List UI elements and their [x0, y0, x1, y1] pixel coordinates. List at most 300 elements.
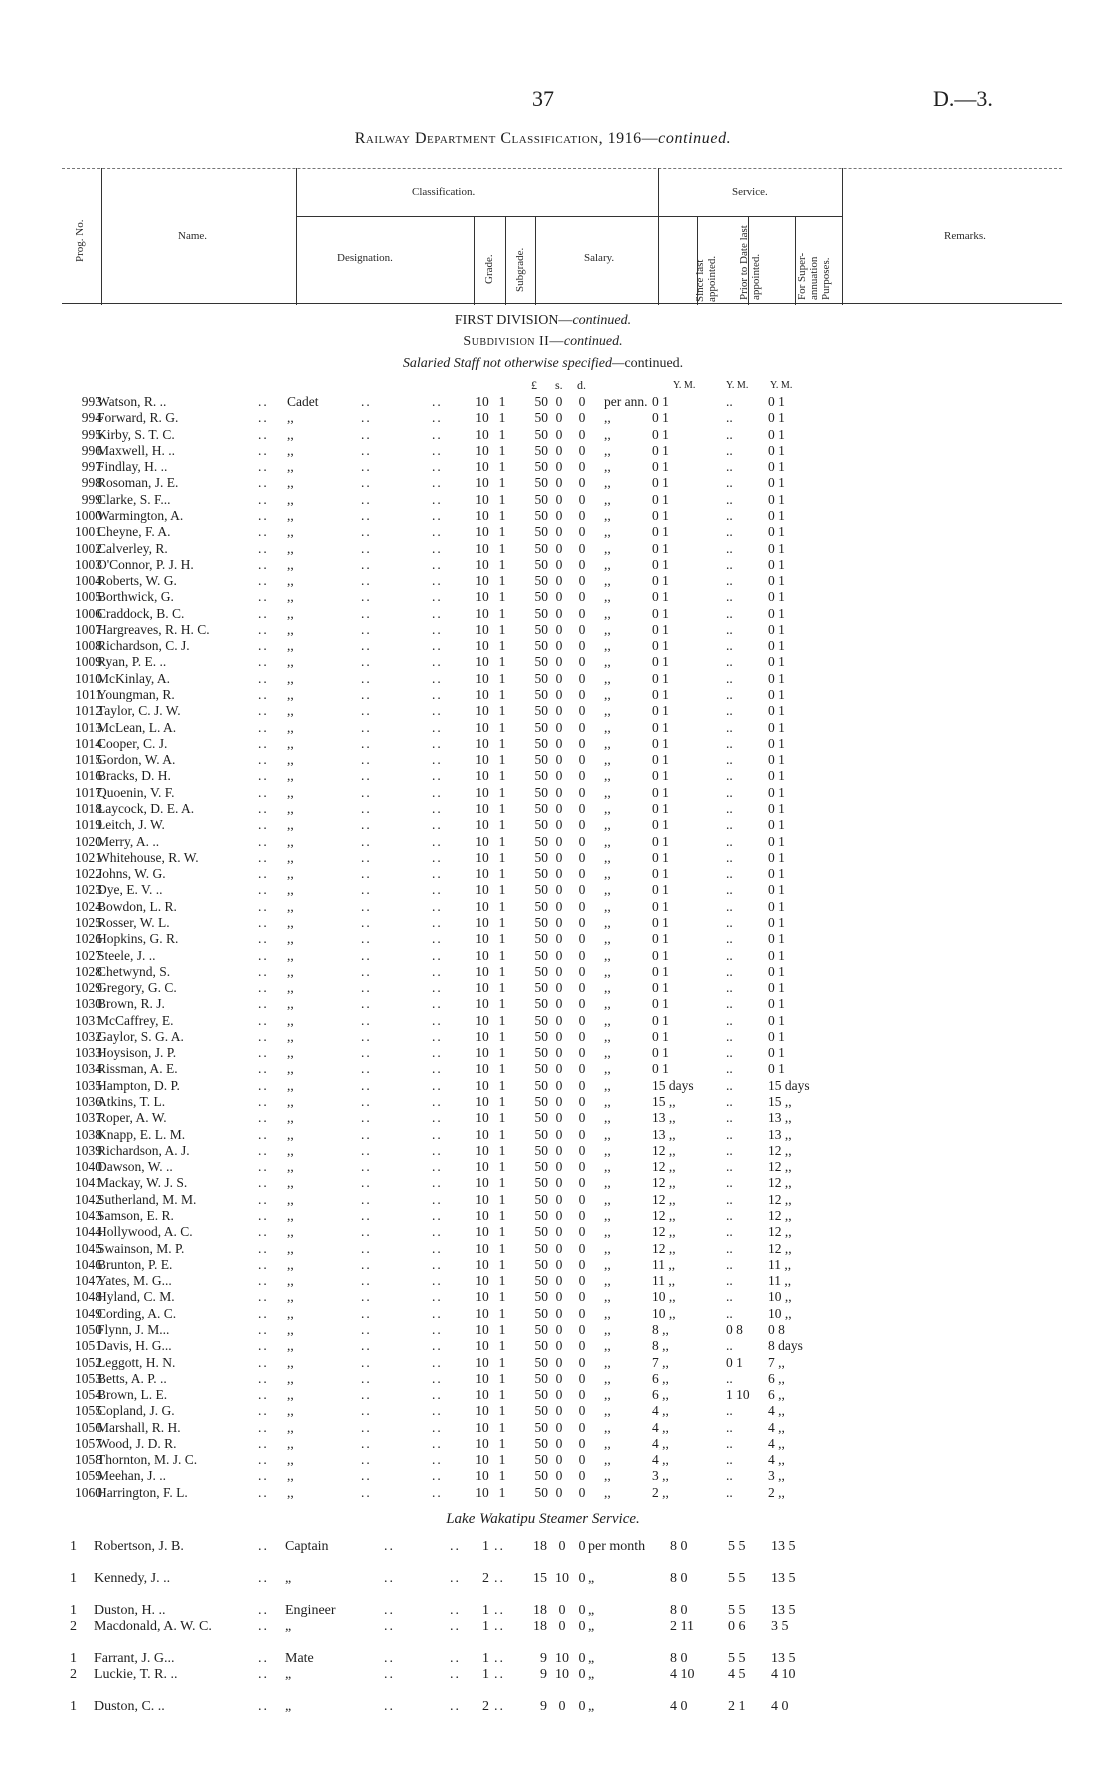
salary-pence: 0: [578, 442, 586, 458]
prog-no: 1023: [75, 882, 102, 898]
prog-no: 1003: [75, 556, 102, 572]
salary-shillings: 0: [555, 459, 563, 475]
designation: ,,: [287, 1321, 294, 1337]
grade: 10: [475, 1012, 489, 1028]
salary-period: ,,: [604, 1208, 611, 1223]
since-last-appointed: 0 1: [652, 638, 669, 654]
dot-leader: ..: [361, 654, 372, 670]
since-last-appointed: 0 1: [652, 735, 669, 751]
salary-period: ,,: [604, 1094, 611, 1110]
dot-leader: ..: [258, 1435, 269, 1451]
salary-shillings: 0: [555, 605, 563, 621]
prior-to-date: ..: [726, 524, 733, 540]
designation: ,,: [287, 1094, 294, 1110]
salary-shillings: 0: [555, 1175, 563, 1191]
salary-period: „: [588, 1667, 595, 1682]
salary-shillings: 0: [555, 1387, 563, 1403]
since-last-appointed: 0 1: [652, 573, 669, 589]
salary-shillings: 0: [555, 703, 563, 719]
prog-no: 1046: [75, 1256, 102, 1272]
dot-leader: ..: [384, 1603, 395, 1618]
subgrade: 1: [498, 394, 506, 409]
designation-header: Designation.: [337, 252, 393, 264]
superannuation: 0 1: [768, 670, 785, 686]
salary-pence: 0: [578, 1273, 586, 1289]
salary-period: per ann.: [604, 394, 648, 409]
table-row: [0, 654, 1114, 670]
prior-to-date: ..: [726, 1240, 733, 1256]
salary-period: ,,: [604, 410, 611, 426]
prior-to-date: ..: [726, 573, 733, 589]
prior-to-date: ..: [726, 914, 733, 930]
superannuation: 12 ,,: [768, 1191, 792, 1207]
dot-leader: ..: [384, 1619, 395, 1634]
designation: ,,: [287, 1126, 294, 1142]
superannuation: 0 1: [768, 410, 785, 426]
dot-leader: ..: [432, 1370, 443, 1386]
salary-pence: 0: [578, 947, 586, 963]
subdivision-heading: [0, 334, 1086, 350]
salary-pounds: 50: [534, 1419, 548, 1435]
prog-no: 1054: [75, 1387, 102, 1403]
superannuation: 0 1: [768, 833, 785, 849]
salary-pence: 0: [578, 1321, 586, 1337]
prog-no: 1042: [75, 1191, 102, 1207]
subgrade: 1: [498, 1289, 506, 1305]
employee-name: Harrington, F. L.: [97, 1484, 188, 1500]
salary-pounds: 50: [534, 980, 548, 996]
salary-pence: 0: [578, 1435, 586, 1451]
superannuation: 12 ,,: [768, 1240, 792, 1256]
grade: 10: [475, 573, 489, 589]
prior-to-date: ..: [726, 947, 733, 963]
prog-no: 1055: [75, 1403, 102, 1419]
prog-no: 1050: [75, 1321, 102, 1337]
salary-period: ,,: [604, 670, 611, 686]
since-last-appointed: 0 1: [652, 817, 669, 833]
salary-pounds: 50: [534, 540, 548, 556]
grade: 10: [475, 963, 489, 979]
dot-leader: ..: [361, 589, 372, 605]
dot-leader: ..: [432, 556, 443, 572]
dot-leader: ..: [258, 1619, 269, 1634]
employee-name: Wood, J. D. R.: [97, 1435, 177, 1451]
prior-to-date: ..: [726, 1273, 733, 1289]
since-last-appointed: 8 ,,: [652, 1338, 669, 1354]
employee-name: Kennedy, J. ..: [94, 1571, 171, 1586]
prior-to-date: 0 8: [726, 1321, 743, 1337]
table-row: [0, 1029, 1114, 1045]
dot-leader: ..: [258, 1159, 269, 1175]
salary-shillings: 0: [555, 1061, 563, 1077]
subgrade: 1: [498, 687, 506, 703]
designation: ,,: [287, 524, 294, 540]
salary-pounds: 50: [534, 605, 548, 621]
prior-to-date: ..: [726, 1159, 733, 1175]
dot-leader: ..: [361, 1403, 372, 1419]
dot-leader: ..: [384, 1699, 395, 1714]
dot-leader: ..: [258, 1403, 269, 1419]
since-last-appointed: 12 ,,: [652, 1142, 676, 1158]
designation: ,,: [287, 980, 294, 996]
table-row: [0, 622, 1114, 638]
employee-name: Luckie, T. R. ..: [94, 1667, 178, 1682]
prior-to-date: ..: [726, 540, 733, 556]
dot-leader: ..: [361, 1175, 372, 1191]
dot-leader: ..: [494, 1603, 505, 1618]
grade: 10: [475, 491, 489, 507]
dot-leader: ..: [361, 866, 372, 882]
subgrade: 1: [498, 1387, 506, 1403]
dot-leader: ..: [361, 1289, 372, 1305]
prior-to-date: ..: [726, 1012, 733, 1028]
page-number: 37: [532, 86, 554, 111]
since-last-appointed: 12 ,,: [652, 1159, 676, 1175]
since-last-appointed: 4 ,,: [652, 1435, 669, 1451]
dot-leader: ..: [432, 882, 443, 898]
salary-pence: 0: [578, 1387, 586, 1403]
grade: 10: [475, 1484, 489, 1500]
salary-pounds: 50: [534, 670, 548, 686]
subgrade: 1: [498, 1159, 506, 1175]
salary-shillings: 0: [555, 1435, 563, 1451]
prior-to-date: ..: [726, 1175, 733, 1191]
dot-leader: ..: [361, 1435, 372, 1451]
salary-pence: 0: [578, 1110, 586, 1126]
salary-shillings: 0: [555, 963, 563, 979]
salary-shillings: 0: [555, 621, 563, 637]
employee-name: Laycock, D. E. A.: [97, 801, 195, 816]
grade: 10: [475, 524, 489, 540]
dot-leader: ..: [258, 784, 269, 800]
prior-to-date: ..: [726, 394, 733, 409]
table-row: [0, 606, 1114, 622]
employee-name: Cording, A. C.: [97, 1305, 177, 1321]
salary-period: ,,: [604, 1175, 611, 1191]
salary-pounds: 50: [534, 882, 548, 898]
dot-leader: ..: [432, 1435, 443, 1451]
grade: 2: [482, 1571, 489, 1586]
prior-to-date: ..: [726, 410, 733, 426]
prior-to-date: ..: [726, 1403, 733, 1419]
salary-pounds: 50: [534, 491, 548, 507]
salary-pounds: 50: [534, 1435, 548, 1451]
table-row: [0, 1452, 1114, 1468]
salary-pence: 0: [578, 1061, 586, 1077]
dot-leader: ..: [258, 426, 269, 442]
dot-leader: ..: [361, 394, 372, 409]
dot-leader: ..: [494, 1619, 505, 1634]
table-row: [0, 1208, 1114, 1224]
subgrade: 1: [498, 426, 506, 442]
salary-period: ,,: [604, 768, 611, 784]
salary-pounds: 50: [534, 866, 548, 882]
prog-no: 1037: [75, 1110, 102, 1126]
dot-leader: ..: [432, 491, 443, 507]
dot-leader: ..: [258, 589, 269, 605]
designation: ,,: [287, 1256, 294, 1272]
dot-leader: ..: [258, 719, 269, 735]
grade: 10: [475, 605, 489, 621]
superannuation: 0 1: [768, 1028, 785, 1044]
employee-name: Dawson, W. ..: [97, 1159, 173, 1175]
salary-shillings: 0: [555, 801, 563, 816]
salary-period: ,,: [604, 1419, 611, 1435]
table-row: [0, 1175, 1114, 1191]
dot-leader: ..: [432, 1110, 443, 1126]
salary-pounds: 50: [534, 1321, 548, 1337]
designation: ,,: [287, 784, 294, 800]
superannuation: 12 ,,: [768, 1175, 792, 1191]
dot-leader: ..: [432, 524, 443, 540]
salary-pence: 0: [578, 459, 586, 475]
salary-pounds: 50: [534, 931, 548, 947]
salary-pence: 0: [578, 1256, 586, 1272]
salary-pounds: 9: [540, 1667, 547, 1682]
designation: „: [285, 1699, 292, 1714]
dot-leader: ..: [432, 866, 443, 882]
employee-name: Brunton, P. E.: [97, 1256, 173, 1272]
salary-pounds: 50: [534, 524, 548, 540]
table-row: [0, 459, 1114, 475]
subgrade: 1: [498, 1191, 506, 1207]
salary-pence: 0: [578, 882, 586, 898]
salary-pounds: 50: [534, 1305, 548, 1321]
salary-pence: 0: [578, 638, 586, 654]
prior-to-date: ..: [726, 426, 733, 442]
salary-pounds: 50: [534, 735, 548, 751]
prior-to-date: ..: [726, 621, 733, 637]
salary-pounds: 18: [533, 1603, 547, 1618]
salary-pounds: 50: [534, 1338, 548, 1354]
prog-no: 2: [70, 1667, 77, 1682]
salary-shillings: 0: [555, 996, 563, 1012]
employee-name: Farrant, J. G...: [94, 1651, 175, 1666]
employee-name: Hampton, D. P.: [97, 1077, 180, 1093]
designation: ,,: [287, 1370, 294, 1386]
salary-pence: 0: [578, 1539, 586, 1554]
designation: ,,: [287, 882, 294, 898]
superannuation: 3 ,,: [768, 1468, 785, 1484]
superannuation: 0 8: [768, 1321, 785, 1337]
employee-name: Roper, A. W.: [97, 1110, 167, 1126]
dot-leader: ..: [258, 1094, 269, 1110]
salary-pence: 0: [578, 914, 586, 930]
designation: ,,: [287, 768, 294, 784]
subgrade: 1: [498, 1208, 506, 1223]
subgrade: 1: [498, 963, 506, 979]
grade: 10: [475, 849, 489, 865]
dot-leader: ..: [361, 1028, 372, 1044]
grade: 10: [475, 947, 489, 963]
dot-leader: ..: [258, 1387, 269, 1403]
table-row: [0, 1436, 1114, 1452]
prior-to-date: ..: [726, 1256, 733, 1272]
employee-name: Gordon, W. A.: [97, 752, 176, 768]
since-last-appointed: 7 ,,: [652, 1354, 669, 1370]
salary-pounds: 50: [534, 898, 548, 914]
salary-header: Salary.: [584, 252, 615, 264]
dot-leader: ..: [432, 914, 443, 930]
dot-leader: ..: [432, 1289, 443, 1305]
prior-to-date: ..: [726, 1110, 733, 1126]
grade: 10: [475, 1240, 489, 1256]
table-row: [0, 1192, 1114, 1208]
dot-leader: ..: [258, 914, 269, 930]
salary-pounds: 50: [534, 752, 548, 768]
grade: 10: [475, 1468, 489, 1484]
superannuation: 0 1: [768, 687, 785, 703]
grade: 10: [475, 507, 489, 523]
dot-leader: ..: [361, 817, 372, 833]
salary-pence: 0: [578, 1603, 586, 1618]
since-last-appointed: 8 0: [670, 1571, 688, 1586]
salary-shillings: 0: [555, 735, 563, 751]
salary-pence: 0: [578, 605, 586, 621]
prior-to-date: 5 5: [728, 1571, 746, 1586]
employee-name: Quoenin, V. F.: [97, 784, 175, 800]
since-last-appointed: 4 ,,: [652, 1452, 669, 1468]
grade: 10: [475, 914, 489, 930]
salary-pounds: 50: [534, 703, 548, 719]
dot-leader: ..: [258, 849, 269, 865]
salary-shillings: 0: [555, 1094, 563, 1110]
designation: ,,: [287, 931, 294, 947]
superannuation: 0 1: [768, 703, 785, 719]
salary-pence: 0: [578, 654, 586, 670]
subgrade: 1: [498, 1435, 506, 1451]
designation: ,,: [287, 1208, 294, 1223]
salary-period: ,,: [604, 621, 611, 637]
table-row: [0, 768, 1114, 784]
dot-leader: ..: [258, 931, 269, 947]
salary-period: „: [588, 1651, 595, 1666]
employee-name: Leitch, J. W.: [97, 817, 165, 833]
since-last-appointed: 13 ,,: [652, 1126, 676, 1142]
superannuation: 13 5: [771, 1651, 796, 1666]
superannuation: 0 1: [768, 784, 785, 800]
employee-name: Craddock, B. C.: [97, 605, 185, 621]
employee-name: Steele, J. ..: [97, 947, 156, 963]
salary-period: ,,: [604, 833, 611, 849]
steamer-title: Lake Wakatipu Steamer Service.: [446, 1511, 640, 1527]
dot-leader: ..: [361, 1142, 372, 1158]
designation: ,,: [287, 1224, 294, 1240]
superannuation: 0 1: [768, 1012, 785, 1028]
employee-name: Calverley, R.: [97, 540, 168, 556]
since-last-appointed: 0 1: [652, 442, 669, 458]
subgrade: 1: [498, 817, 506, 833]
prior-to-date: ..: [726, 638, 733, 654]
dot-leader: ..: [361, 540, 372, 556]
prior-to-date: ..: [726, 833, 733, 849]
employee-name: Swainson, M. P.: [97, 1240, 185, 1256]
prog-no: 1039: [75, 1142, 102, 1158]
salary-pounds: 50: [534, 801, 548, 816]
employee-name: Brown, L. E.: [97, 1387, 168, 1403]
since-last-appointed: 0 1: [652, 670, 669, 686]
salary-pounds: 50: [534, 996, 548, 1012]
salary-pounds: 9: [540, 1651, 547, 1666]
table-row: [0, 948, 1114, 964]
prog-no: 1030: [75, 996, 102, 1012]
salary-pence: 0: [578, 1667, 586, 1682]
salary-pence: 0: [578, 589, 586, 605]
salary-period: ,,: [604, 556, 611, 572]
prog-no: 994: [81, 410, 102, 426]
dot-leader: ..: [361, 1191, 372, 1207]
salary-pence: 0: [578, 1012, 586, 1028]
since-last-appointed: 0 1: [652, 540, 669, 556]
salary-shillings: 0: [555, 1484, 563, 1500]
superannuation: 0 1: [768, 817, 785, 833]
subgrade: 1: [498, 1126, 506, 1142]
dot-leader: ..: [432, 1175, 443, 1191]
salary-shillings: 0: [555, 1110, 563, 1126]
designation: ,,: [287, 589, 294, 605]
dot-leader: ..: [258, 540, 269, 556]
dot-leader: ..: [432, 1061, 443, 1077]
dot-leader: ..: [361, 996, 372, 1012]
grade: 10: [475, 996, 489, 1012]
prog-no: 1006: [75, 605, 102, 621]
prog-no: 1004: [75, 573, 102, 589]
salary-pence: 0: [578, 1077, 586, 1093]
designation: ,,: [287, 1142, 294, 1158]
employee-name: Gaylor, S. G. A.: [97, 1028, 184, 1044]
prog-no: 1038: [75, 1126, 102, 1142]
dot-leader: ..: [432, 573, 443, 589]
since-last-appointed: 0 1: [652, 996, 669, 1012]
prog-no: 1009: [75, 654, 102, 670]
superannuation: 0 1: [768, 475, 785, 491]
dot-leader: ..: [258, 1289, 269, 1305]
superannuation: 0 1: [768, 801, 785, 816]
dot-leader: ..: [361, 719, 372, 735]
subgrade: 1: [498, 784, 506, 800]
salary-pence: 0: [578, 1699, 586, 1714]
subdivision-title: Subdivision II—: [463, 334, 564, 349]
since-last-appointed: 8 0: [670, 1603, 688, 1618]
prog-no: 996: [81, 442, 102, 458]
subgrade: 1: [498, 849, 506, 865]
since-last-appointed: 12 ,,: [652, 1208, 676, 1223]
remarks-header: Remarks.: [944, 230, 986, 242]
dot-leader: ..: [432, 947, 443, 963]
salary-shillings: 0: [555, 556, 563, 572]
dot-leader: ..: [361, 914, 372, 930]
dot-leader: ..: [361, 931, 372, 947]
dot-leader: ..: [258, 687, 269, 703]
dot-leader: ..: [258, 980, 269, 996]
salary-shillings: 0: [555, 1403, 563, 1419]
table-row: [0, 785, 1114, 801]
superannuation: 7 ,,: [768, 1354, 785, 1370]
table-row: [0, 1127, 1114, 1143]
superannuation: 0 1: [768, 491, 785, 507]
subgrade: 1: [498, 491, 506, 507]
table-row: [0, 703, 1114, 719]
salary-shillings: 0: [555, 833, 563, 849]
grade: 10: [475, 1387, 489, 1403]
division-title: FIRST DIVISION—: [454, 313, 573, 328]
employee-name: Hopkins, G. R.: [97, 931, 179, 947]
dot-leader: ..: [361, 556, 372, 572]
superannuation: 4 10: [771, 1667, 796, 1682]
dot-leader: ..: [361, 1045, 372, 1061]
superannuation: 13 5: [771, 1603, 796, 1618]
dot-leader: ..: [361, 1012, 372, 1028]
